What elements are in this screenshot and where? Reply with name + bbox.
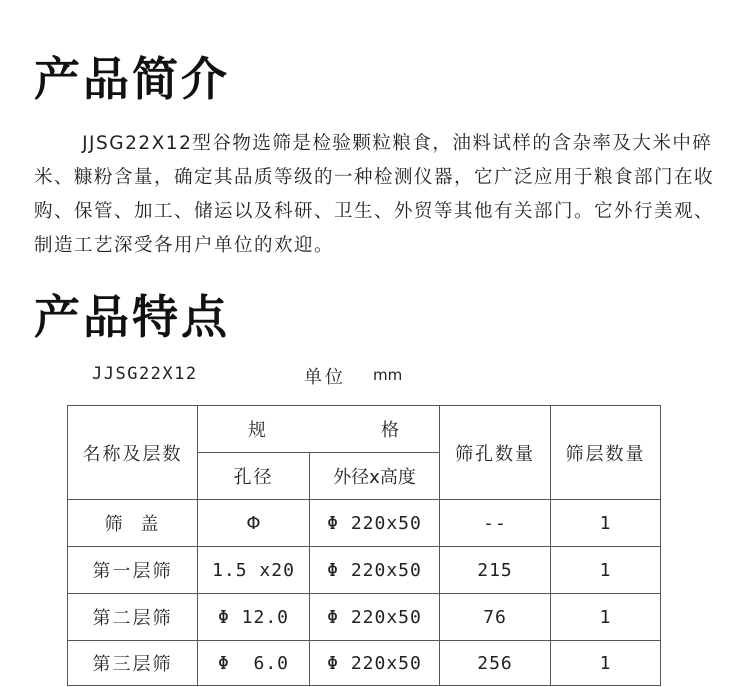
header-spec-char-2: 格 (381, 420, 399, 441)
header-spec (198, 406, 440, 453)
header-outer: 外径x高度 (310, 453, 440, 500)
intro-paragraph: JJSG22X12型谷物选筛是检验颗粒粮食，油料试样的含杂率及大米中碎米、糠粉含量，确定其品质等级的一种检测仪器，它广泛应用于粮食部门在收购、保管、加工、储运以及科研、卫生、外贸等其他有关部门。它外行美观、制造工艺深受各用户单位的欢迎。 (34, 133, 715, 256)
row-outer: Φ 220x50 (310, 547, 440, 594)
header-hole-count: 筛孔数量 (440, 406, 551, 500)
row-hole-count: 76 (440, 594, 551, 641)
unit-value: mm (373, 366, 403, 384)
spec-table (67, 405, 661, 686)
row-layer-count: 1 (551, 547, 661, 594)
row-outer: Φ 220x50 (310, 641, 440, 686)
table-row (68, 500, 661, 547)
row-outer: Φ 220x50 (310, 594, 440, 641)
row-hole: Φ 6.0 (198, 641, 310, 686)
header-hole: 孔径 (198, 453, 310, 500)
intro-title: 产品简介 (34, 52, 230, 106)
row-hole: Φ (198, 500, 310, 547)
table-header-row (68, 406, 661, 453)
row-hole-count: 256 (440, 641, 551, 686)
row-name: 第一层筛 (68, 547, 198, 594)
row-hole: Φ 12.0 (198, 594, 310, 641)
row-outer: Φ 220x50 (310, 500, 440, 547)
row-hole-count: -- (440, 500, 551, 547)
row-hole-count: 215 (440, 547, 551, 594)
row-layer-count: 1 (551, 500, 661, 547)
row-layer-count: 1 (551, 641, 661, 686)
row-name: 第三层筛 (68, 641, 198, 686)
model-number: JJSG22X12 (92, 364, 198, 384)
row-hole: 1.5 x20 (198, 547, 310, 594)
header-spec-char-1: 规 (248, 420, 266, 441)
row-layer-count: 1 (551, 594, 661, 641)
table-row (68, 594, 661, 641)
table-row (68, 641, 661, 686)
table-row (68, 547, 661, 594)
header-name: 名称及层数 (68, 406, 198, 500)
header-layer-count: 筛层数量 (551, 406, 661, 500)
unit-label: 单位 (304, 367, 346, 388)
features-title: 产品特点 (34, 290, 230, 344)
row-name: 第二层筛 (68, 594, 198, 641)
row-name: 筛盖 (68, 500, 198, 547)
